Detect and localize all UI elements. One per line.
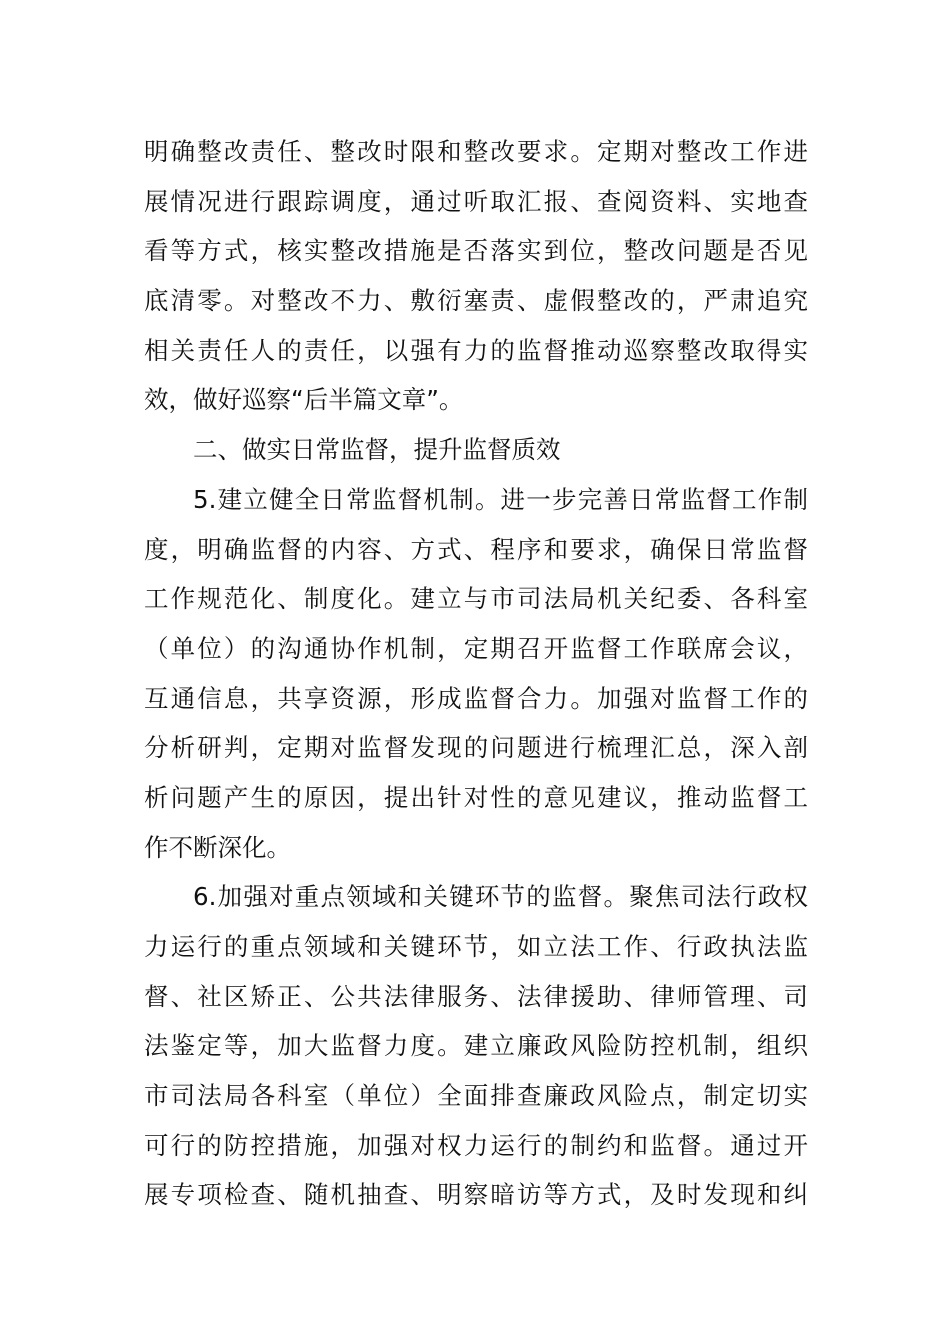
text-line: 明确整改责任、整改时限和整改要求。定期对整改工作进 — [144, 137, 808, 166]
text-line: 作不断深化。 — [144, 832, 291, 862]
text-line: 看等方式，核实整改措施是否落实到位，整改问题是否见 — [144, 236, 808, 266]
text-line: （单位）的沟通协作机制，定期召开监督工作联席会议， — [144, 633, 808, 663]
text-line: 析问题产生的原因，提出针对性的意见建议，推动监督工 — [144, 782, 808, 812]
section-heading: 二、做实日常监督，提升监督质效 — [193, 435, 561, 465]
text-line: 5.建立健全日常监督机制。进一步完善日常监督工作制 — [193, 484, 808, 514]
text-line: 6.加强对重点领域和关键环节的监督。聚焦司法行政权 — [193, 882, 808, 912]
text-line: 相关责任人的责任，以强有力的监督推动巡察整改取得实 — [144, 335, 808, 365]
text-line: 互通信息，共享资源，形成监督合力。加强对监督工作的 — [144, 683, 808, 713]
text-line: 底清零。对整改不力、敷衍塞责、虚假整改的，严肃追究 — [144, 286, 808, 316]
text-line: 可行的防控措施，加强对权力运行的制约和监督。通过开 — [144, 1130, 808, 1160]
text-line: 展专项检查、随机抽查、明察暗访等方式，及时发现和纠 — [144, 1180, 808, 1210]
text-line: 分析研判，定期对监督发现的问题进行梳理汇总，深入剖 — [144, 733, 808, 763]
text-line: 法鉴定等，加大监督力度。建立廉政风险防控机制，组织 — [144, 1031, 808, 1061]
document-body — [144, 127, 808, 1220]
text-line: 市司法局各科室（单位）全面排查廉政风险点，制定切实 — [144, 1081, 808, 1111]
text-line: 督、社区矫正、公共法律服务、法律援助、律师管理、司 — [144, 981, 808, 1011]
text-line: 效，做好巡察“后半篇文章”。 — [144, 385, 464, 415]
text-line: 工作规范化、制度化。建立与市司法局机关纪委、各科室 — [144, 584, 808, 614]
text-line: 力运行的重点领域和关键环节，如立法工作、行政执法监 — [144, 932, 808, 961]
text-line: 度，明确监督的内容、方式、程序和要求，确保日常监督 — [144, 534, 808, 564]
text-line: 展情况进行跟踪调度，通过听取汇报、查阅资料、实地查 — [144, 186, 808, 216]
